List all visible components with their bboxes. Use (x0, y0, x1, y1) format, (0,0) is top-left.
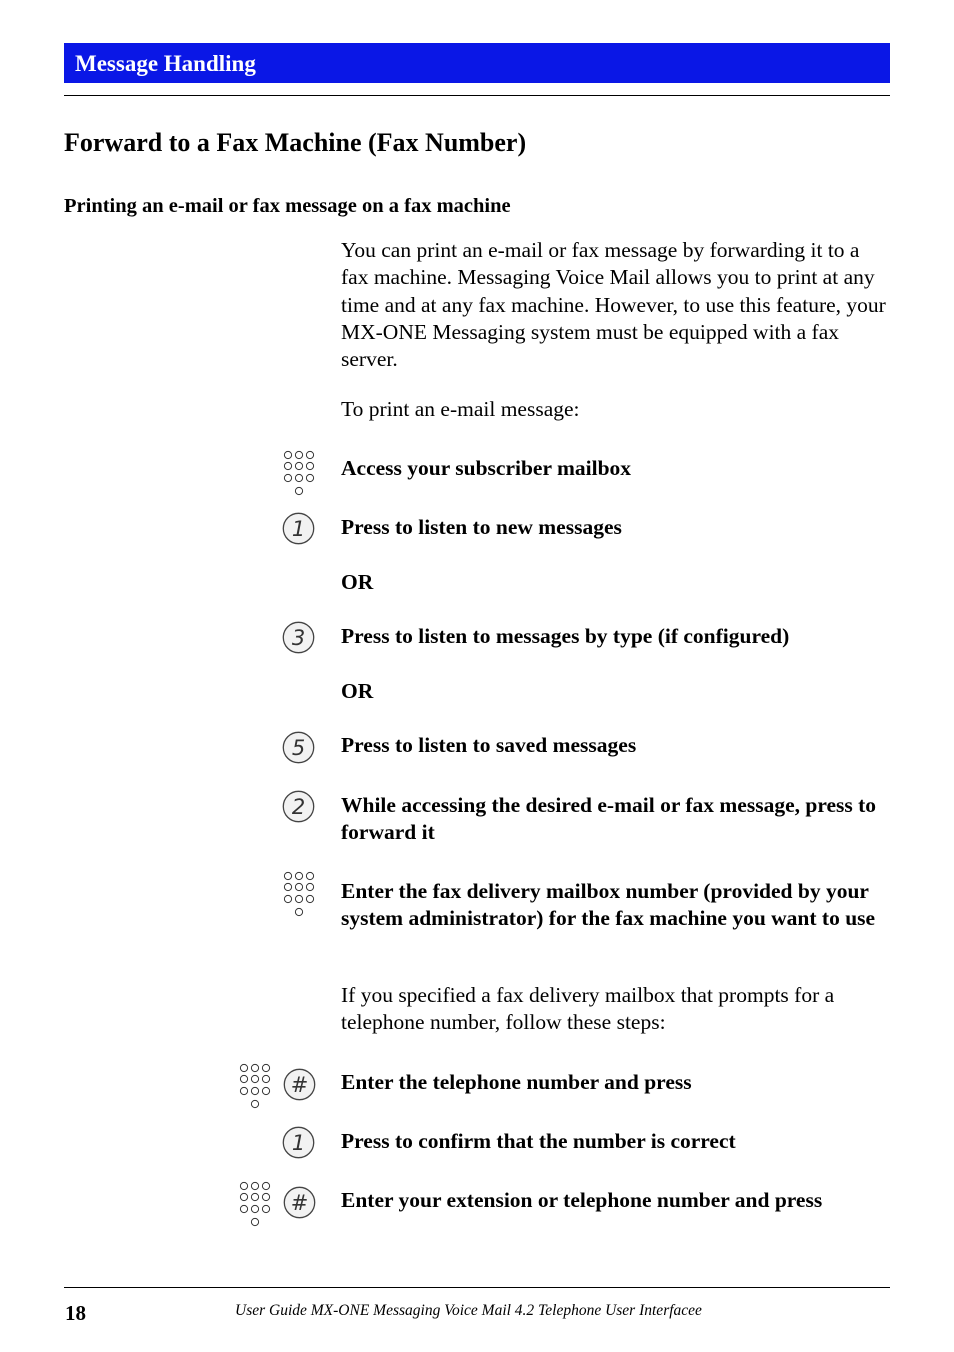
key-1-icon (282, 512, 315, 545)
note-paragraph: If you specified a fax delivery mailbox that prompts for a telephone number, follow these steps: (341, 983, 835, 1035)
section-subtitle: Printing an e-mail or fax message on a fax machine (64, 195, 511, 217)
header-rule (64, 95, 890, 96)
key-1-icon (282, 1126, 315, 1159)
page-number: 18 (65, 1301, 86, 1325)
svg-text:2: 2 (291, 795, 306, 819)
svg-text:5: 5 (291, 736, 306, 760)
step-saved-messages: Press to listen to saved messages (341, 733, 637, 757)
step-messages-by-type: Press to listen to messages by type (if configured) (341, 624, 790, 648)
footer-rule (64, 1287, 890, 1288)
step-enter-extension: Enter your extension or telephone number and press (341, 1188, 823, 1212)
page-title: Forward to a Fax Machine (Fax Number) (64, 128, 527, 157)
keypad-icon (283, 450, 317, 498)
hash-key-icon (283, 1068, 316, 1101)
section-title: Message Handling (75, 51, 256, 76)
key-5-icon (282, 731, 315, 764)
footer-text: User Guide MX-ONE Messaging Voice Mail 4.2 Telephone User Interfacee (235, 1302, 702, 1319)
key-3-icon (282, 621, 315, 654)
step-forward-message: While accessing the desired e-mail or fax message, press to forward it (341, 793, 877, 845)
or-label: OR (341, 679, 374, 703)
svg-text:1: 1 (291, 517, 306, 541)
hash-key-icon (283, 1186, 316, 1219)
or-label: OR (341, 570, 374, 594)
svg-text:#: # (290, 1191, 309, 1215)
step-confirm-number: Press to confirm that the number is correct (341, 1129, 736, 1153)
intro-paragraph: You can print an e-mail or fax message by forwarding it to a fax machine. Messaging Voice Mail allows you to print at any time and at any fax machine. However, to use this feature, your MX-ONE Messaging system must be equipped with a fax server. (341, 238, 886, 372)
intro-lead: To print an e-mail message: (341, 397, 580, 421)
svg-text:3: 3 (291, 626, 306, 650)
step-enter-fax-mailbox: Enter the fax delivery mailbox number (provided by your system administrator) for the fax machine you want to use (341, 879, 876, 931)
keypad-icon (283, 871, 317, 919)
key-2-icon (282, 790, 315, 823)
step-new-messages: Press to listen to new messages (341, 515, 622, 539)
svg-text:#: # (290, 1073, 309, 1097)
section-header-bar (64, 43, 890, 83)
keypad-icon (239, 1181, 273, 1229)
step-enter-telephone-number: Enter the telephone number and press (341, 1070, 692, 1094)
step-access-mailbox: Access your subscriber mailbox (341, 456, 632, 480)
svg-text:1: 1 (291, 1131, 306, 1155)
keypad-icon (239, 1063, 273, 1111)
